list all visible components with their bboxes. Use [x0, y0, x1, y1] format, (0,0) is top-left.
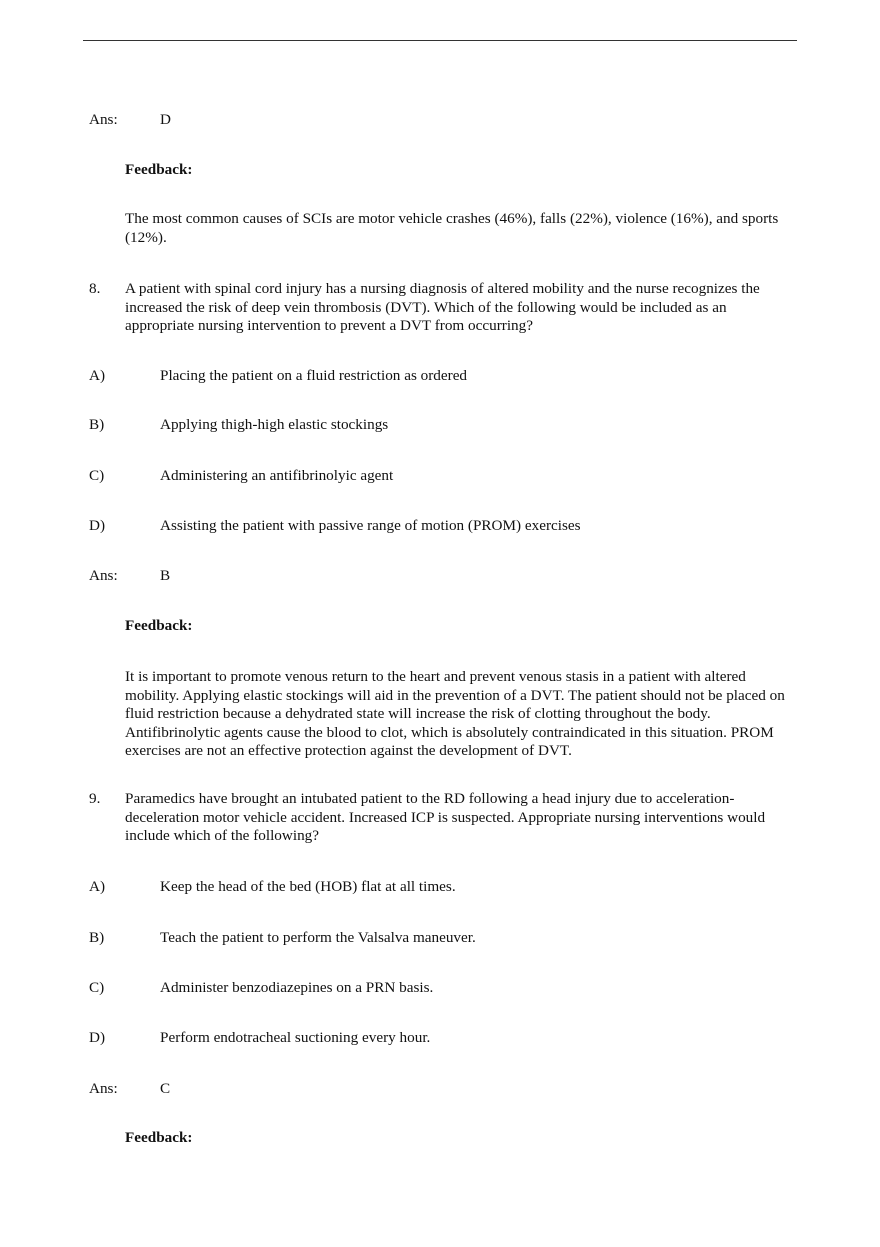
answer-label: Ans: — [89, 567, 118, 584]
option-text: Perform endotracheal suctioning every hour. — [160, 1029, 431, 1046]
option-letter: B) — [89, 416, 105, 433]
option-letter: C) — [89, 467, 105, 484]
answer-label: Ans: — [89, 1080, 118, 1097]
option-text: Teach the patient to perform the Valsalva maneuver. — [160, 929, 476, 946]
feedback-text: The most common causes of SCIs are motor vehicle crashes (46%), falls (22%), violence (16%), and sports (12%). — [125, 210, 779, 246]
feedback-title: Feedback: — [125, 617, 193, 634]
feedback-title: Feedback: — [125, 161, 193, 178]
header-rule — [83, 40, 797, 41]
question-number: 9. — [89, 790, 101, 807]
option-letter: B) — [89, 929, 105, 946]
option-text: Administer benzodiazepines on a PRN basis. — [160, 979, 434, 996]
feedback-text: It is important to promote venous return to the heart and prevent venous stasis in a patient with altered mobility. Applying elastic stockings will aid in the prevention of a DVT. The patient should not be placed on fluid restriction because a dehydrated state will increase the risk of clotting throughout the body. Antifibrinolytic agents cause the blood to clot, which is absolutely contraindicated in this situation. PROM exercises are not an effective protection against the development of DVT. — [125, 668, 785, 759]
answer-label: Ans: — [89, 111, 118, 128]
option-text: Placing the patient on a fluid restriction as ordered — [160, 367, 468, 384]
option-text: Applying thigh-high elastic stockings — [160, 416, 389, 433]
option-letter: D) — [89, 1029, 106, 1046]
option-text: Assisting the patient with passive range of motion (PROM) exercises — [160, 517, 581, 534]
feedback-title: Feedback: — [125, 1129, 193, 1146]
answer-value: C — [160, 1080, 171, 1097]
option-letter: D) — [89, 517, 106, 534]
question-text: A patient with spinal cord injury has a nursing diagnosis of altered mobility and the nurse recognizes the increased the risk of deep vein thrombosis (DVT). Which of the following would be included as an appropriate nursing intervention to prevent a DVT from occurring? — [125, 280, 760, 334]
option-text: Administering an antifibrinolyic agent — [160, 467, 394, 484]
option-letter: A) — [89, 878, 106, 895]
question-number: 8. — [89, 280, 101, 297]
answer-value: B — [160, 567, 171, 584]
question-text: Paramedics have brought an intubated patient to the RD following a head injury due to acceleration-deceleration motor vehicle accident. Increased ICP is suspected. Appropriate nursing interventions would include which of the following? — [125, 790, 766, 844]
option-letter: C) — [89, 979, 105, 996]
option-text: Keep the head of the bed (HOB) flat at all times. — [160, 878, 456, 895]
answer-value: D — [160, 111, 171, 128]
option-letter: A) — [89, 367, 106, 384]
